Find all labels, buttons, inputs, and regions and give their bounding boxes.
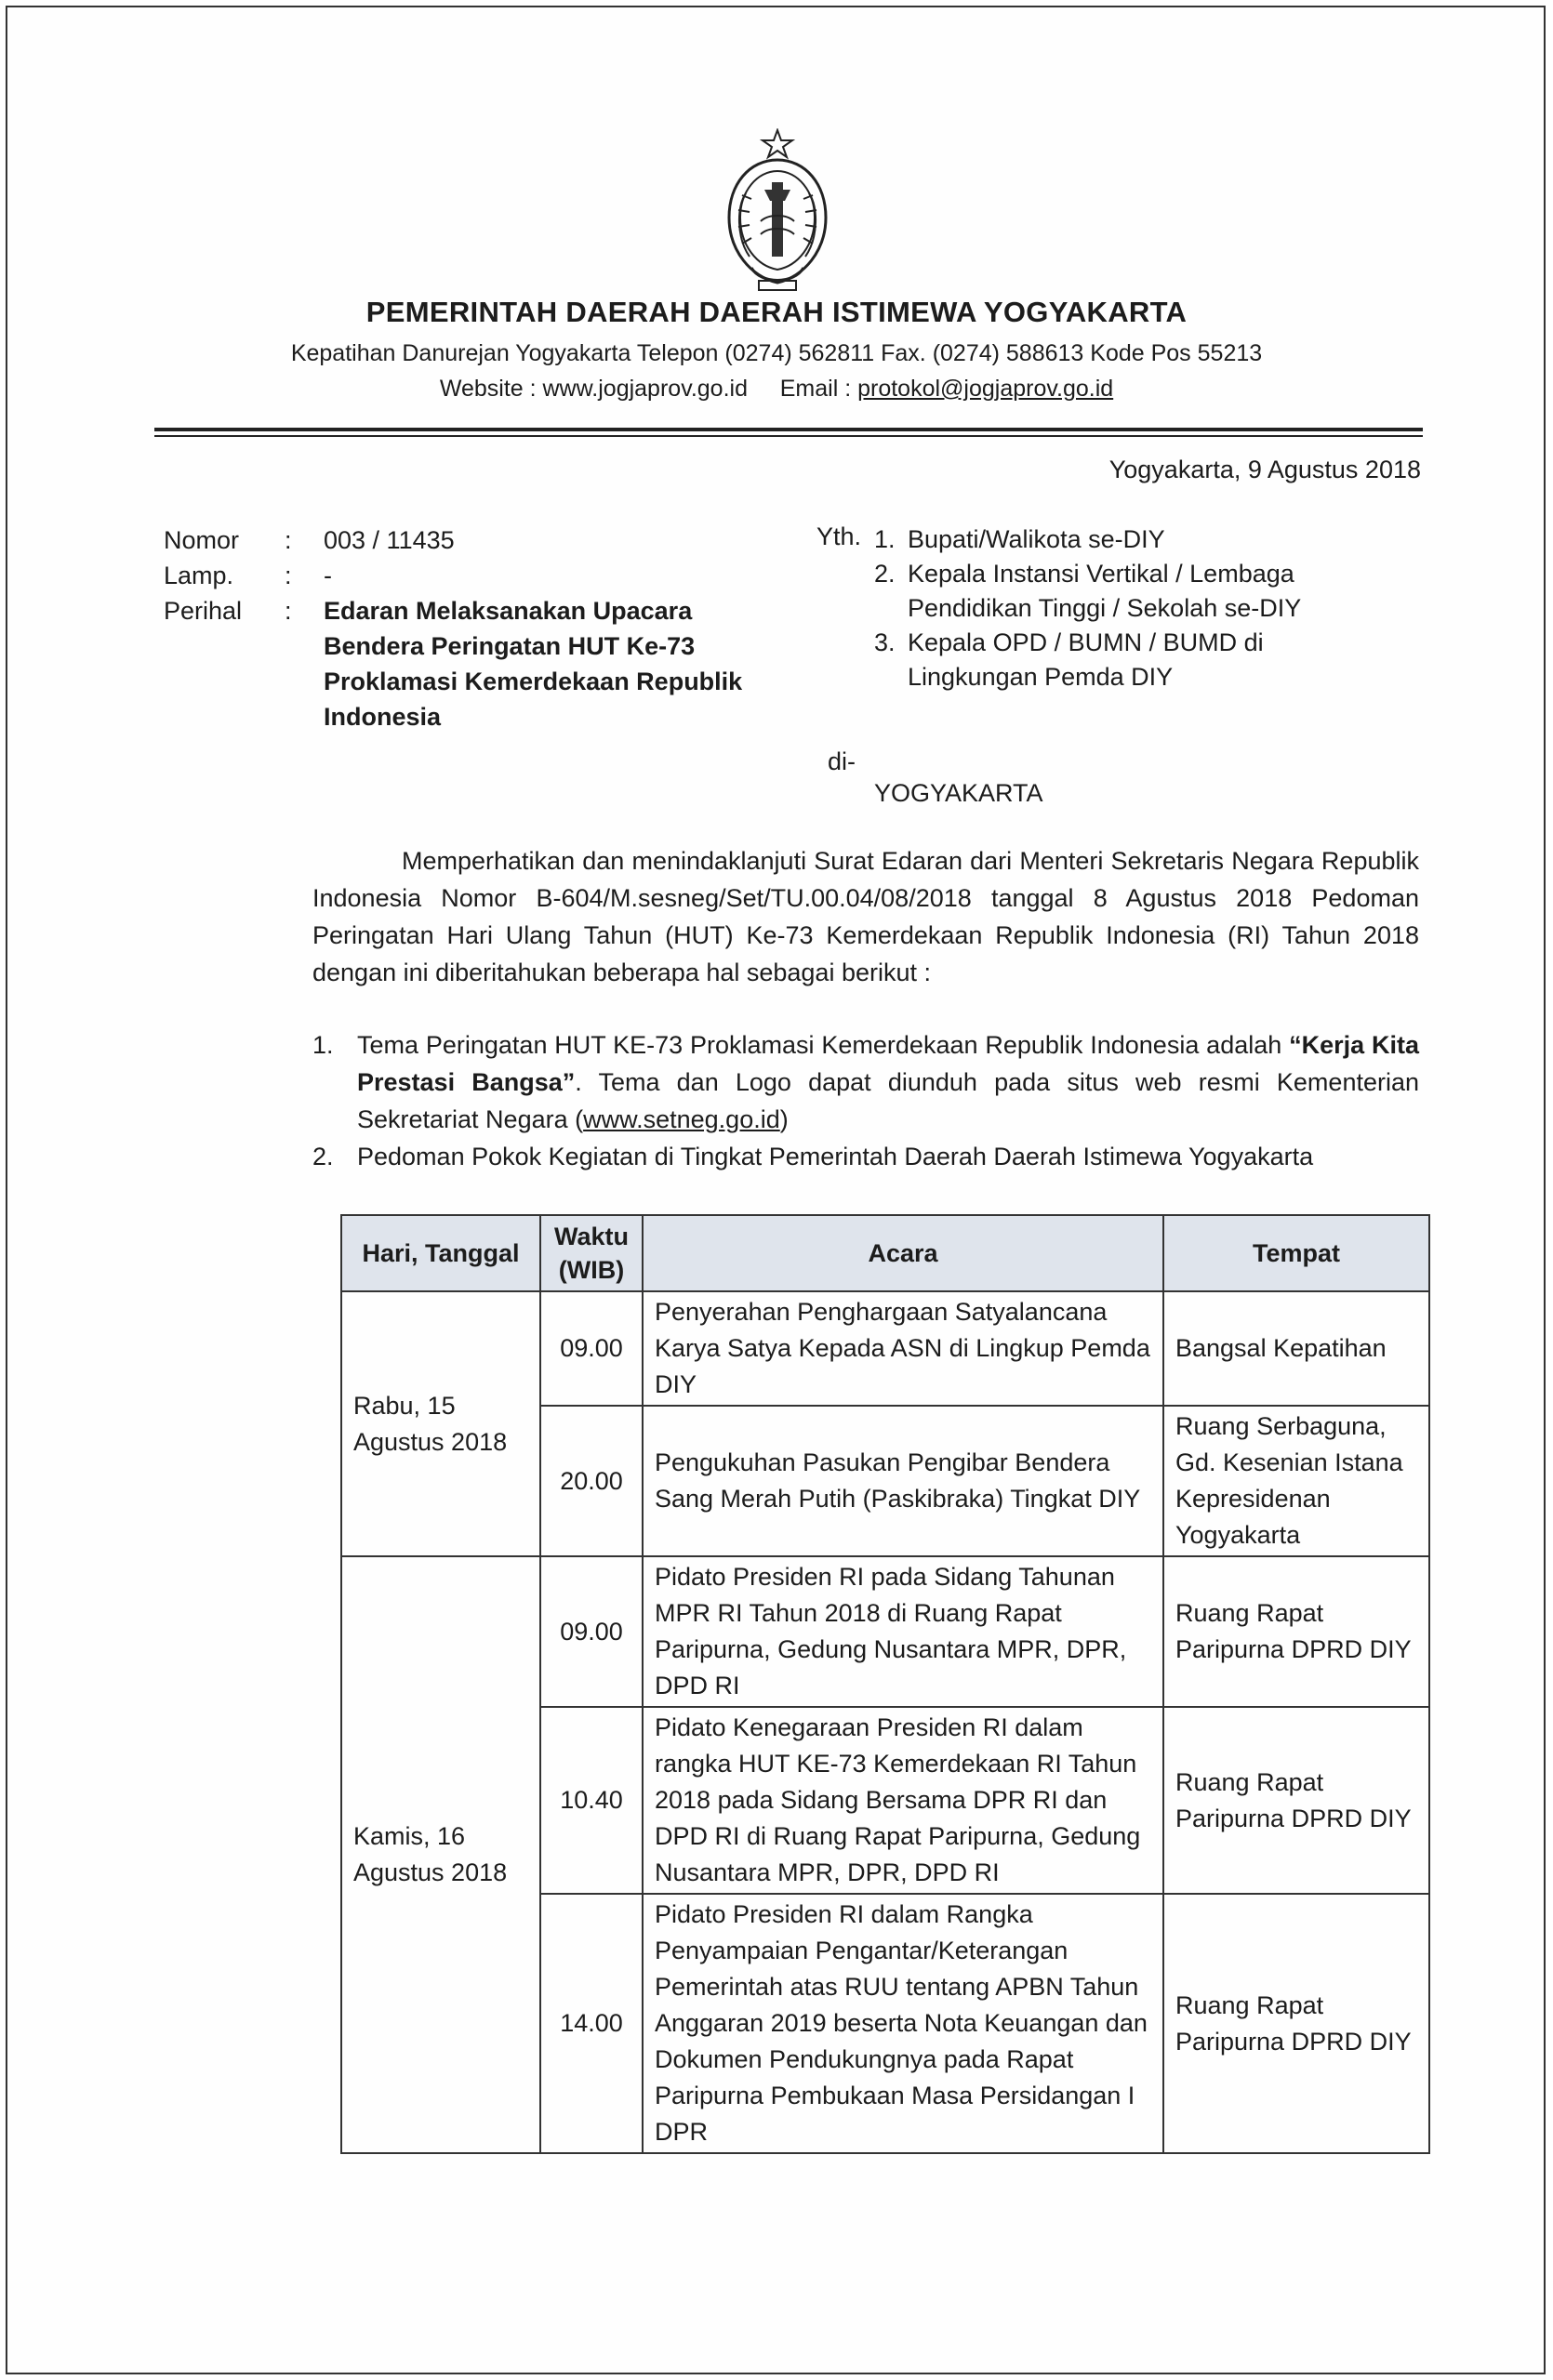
recipient-item	[874, 522, 1432, 557]
header-hari: Hari, Tanggal	[341, 1215, 540, 1291]
meta-value-perihal: Edaran Melaksanakan Upacara Bendera Peringatan HUT Ke-73 Proklamasi Kemerdekaan Republik Indonesia	[324, 597, 743, 731]
recipient-number: 3.	[874, 628, 896, 656]
meta-colon: :	[285, 526, 292, 554]
list-text-part: Tema Peringatan HUT KE-73 Proklamasi Kemerdekaan Republik Indonesia adalah	[357, 1031, 1290, 1059]
list-item	[312, 1026, 1419, 1138]
yth-label: Yth.	[816, 522, 862, 550]
meta-colon: :	[285, 562, 292, 589]
acara-cell: Pidato Kenegaraan Presiden RI dalam rangka HUT KE-73 Kemerdekaan RI Tahun 2018 pada Sidang Bersama DPR RI dan DPD RI di Ruang Rapat Paripurna, Gedung Nusantara MPR, DPR, DPD RI	[643, 1707, 1163, 1894]
time-cell: 14.00	[540, 1894, 643, 2153]
header-tempat: Tempat	[1163, 1215, 1429, 1291]
letter-date: Yogyakarta, 9 Agustus 2018	[1108, 456, 1421, 483]
meta-value-lamp: -	[324, 562, 332, 589]
list-number: 2.	[312, 1143, 334, 1170]
recipient-item	[874, 626, 1321, 694]
letterhead-rule-thin	[154, 435, 1423, 437]
meta-value-nomor: 003 / 11435	[324, 526, 455, 554]
body-paragraph: Memperhatikan dan menindaklanjuti Surat Edaran dari Menteri Sekretaris Negara Republik Indonesia Nomor B-604/M.sesneg/Set/TU.00.04/08/2018 tanggal 8 Agustus 2018 Pedoman Peringatan Hari Ulang Tahun (HUT) Ke-73 Kemerdekaan Republik Indonesia (RI) Tahun 2018 dengan ini diberitahukan beberapa hal sebagai berikut :	[312, 847, 1419, 986]
time-cell: 09.00	[540, 1291, 643, 1406]
tempat-cell: Bangsal Kepatihan	[1163, 1291, 1429, 1406]
acara-cell: Pidato Presiden RI pada Sidang Tahunan MPR RI Tahun 2018 di Ruang Rapat Paripurna, Gedung Nusantara MPR, DPR, DPD RI	[643, 1556, 1163, 1707]
meta-label-lamp: Lamp.	[164, 562, 234, 589]
schedule-table	[340, 1214, 1430, 2154]
header-waktu: Waktu (WIB)	[540, 1215, 643, 1291]
list-text-part: . Tema dan Logo dapat diunduh pada situs web resmi Kementerian Sekretariat Negara (	[357, 1068, 1419, 1133]
acara-cell: Penyerahan Penghargaan Satyalancana Karya Satya Kepada ASN di Lingkup Pemda DIY	[643, 1291, 1163, 1406]
meta-colon: :	[285, 597, 292, 625]
recipient-item	[874, 557, 1358, 626]
list-item	[312, 1138, 1419, 1175]
recipient-list	[874, 522, 1432, 694]
body-list	[312, 1026, 1419, 1175]
setneg-link[interactable]: www.setneg.go.id	[583, 1105, 780, 1133]
theme-text: “Kerja Kita Prestasi Bangsa”	[357, 1031, 1419, 1096]
table-row	[341, 1556, 1429, 1707]
email-label: Email :	[779, 376, 858, 402]
day-cell: Rabu, 15 Agustus 2018	[341, 1291, 540, 1556]
recipient-number: 1.	[874, 525, 896, 553]
time-cell: 09.00	[540, 1556, 643, 1707]
tempat-cell: Ruang Rapat Paripurna DPRD DIY	[1163, 1894, 1429, 2153]
recipient-text: Kepala Instansi Vertikal / Lembaga Pendidikan Tinggi / Sekolah se-DIY	[908, 560, 1302, 622]
government-emblem-icon	[703, 128, 852, 296]
recipient-city: YOGYAKARTA	[874, 779, 1043, 807]
tempat-cell: Ruang Rapat Paripurna DPRD DIY	[1163, 1707, 1429, 1894]
time-cell: 10.40	[540, 1707, 643, 1894]
table-row	[341, 1291, 1429, 1406]
list-text: Pedoman Pokok Kegiatan di Tingkat Pemerintah Daerah Daerah Istimewa Yogyakarta	[357, 1143, 1314, 1170]
recipient-text: Bupati/Walikota se-DIY	[908, 525, 1165, 553]
acara-cell: Pengukuhan Pasukan Pengibar Bendera Sang Merah Putih (Paskibraka) Tingkat DIY	[643, 1406, 1163, 1556]
header-acara: Acara	[643, 1215, 1163, 1291]
list-text-part: )	[779, 1105, 789, 1133]
list-text	[357, 1026, 1419, 1138]
recipient-number: 2.	[874, 560, 896, 588]
di-label: di-	[828, 747, 856, 775]
acara-cell: Pidato Presiden RI dalam Rangka Penyampaian Pengantar/Keterangan Pemerintah atas RUU tentang APBN Tahun Anggaran 2019 beserta Nota Keuangan dan Dokumen Pendukungnya pada Rapat Paripurna Pembukaan Masa Persidangan I DPR	[643, 1894, 1163, 2153]
meta-label-perihal: Perihal	[164, 597, 243, 625]
tempat-cell: Ruang Serbaguna, Gd. Kesenian Istana Kepresidenan Yogyakarta	[1163, 1406, 1429, 1556]
letterhead-address: Kepatihan Danurejan Yogyakarta Telepon (0274) 562811 Fax. (0274) 588613 Kode Pos 55213	[290, 340, 1263, 366]
list-number: 1.	[312, 1031, 334, 1059]
organization-name: PEMERINTAH DAERAH DAERAH ISTIMEWA YOGYAKARTA	[365, 296, 1188, 328]
table-header-row	[341, 1215, 1429, 1291]
meta-label-nomor: Nomor	[164, 526, 240, 554]
email-link[interactable]: protokol@jogjaprov.go.id	[857, 376, 1114, 402]
letterhead-rule-thick	[154, 428, 1423, 431]
letterhead-contact	[0, 376, 1553, 403]
recipient-text: Kepala OPD / BUMN / BUMD di Lingkungan Pemda DIY	[908, 628, 1264, 691]
day-cell: Kamis, 16 Agustus 2018	[341, 1556, 540, 2153]
website-text: Website : www.jogjaprov.go.id	[439, 376, 748, 402]
tempat-cell: Ruang Rapat Paripurna DPRD DIY	[1163, 1556, 1429, 1707]
time-cell: 20.00	[540, 1406, 643, 1556]
